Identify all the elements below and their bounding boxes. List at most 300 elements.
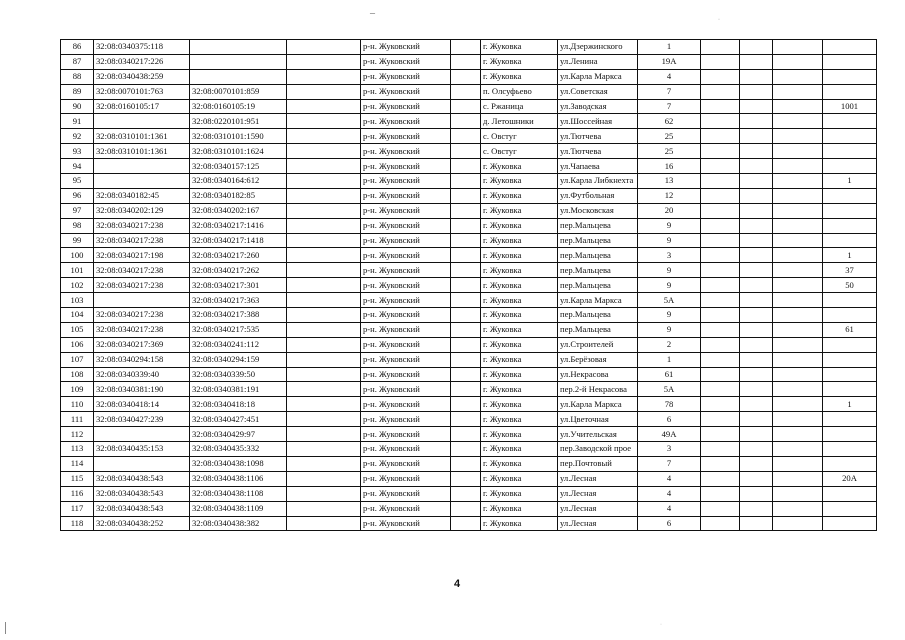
cadastral-number-cell [94,174,190,189]
apartment-number-cell [823,233,877,248]
building-cadastral-number-cell: 32:08:0340435:332 [190,442,287,457]
empty-cell [287,278,361,293]
empty-cell [287,263,361,278]
empty-cell [773,114,823,129]
house-number-cell: 7 [638,456,701,471]
empty-cell [740,159,773,174]
empty-cell [740,471,773,486]
locality-cell: с. Овстуг [481,129,558,144]
empty-cell [773,397,823,412]
table-row [61,412,877,427]
locality-cell: с. Овстуг [481,144,558,159]
district-cell: р-н. Жуковский [361,308,451,323]
empty-cell [451,456,481,471]
street-cell: пер.Мальцева [558,308,638,323]
locality-cell: д. Летошники [481,114,558,129]
row-number-cell: 118 [61,516,94,531]
empty-cell [287,456,361,471]
empty-cell [701,40,740,55]
building-cadastral-number-cell: 32:08:0340429:97 [190,427,287,442]
empty-cell [773,69,823,84]
empty-cell [773,456,823,471]
empty-cell [701,352,740,367]
district-cell: р-н. Жуковский [361,442,451,457]
empty-cell [451,159,481,174]
row-number-cell: 92 [61,129,94,144]
empty-cell [287,427,361,442]
empty-cell [287,84,361,99]
district-cell: р-н. Жуковский [361,427,451,442]
locality-cell: г. Жуковка [481,293,558,308]
street-cell: ул.Карла Либкнехта [558,174,638,189]
empty-cell [701,471,740,486]
empty-cell [740,442,773,457]
street-cell: ул.Карла Маркса [558,397,638,412]
street-cell: ул.Карла Маркса [558,293,638,308]
street-cell: ул.Советская [558,84,638,99]
empty-cell [451,263,481,278]
locality-cell: г. Жуковка [481,352,558,367]
table-row [61,382,877,397]
house-number-cell: 19А [638,54,701,69]
district-cell: р-н. Жуковский [361,382,451,397]
empty-cell [701,99,740,114]
empty-cell [287,293,361,308]
empty-cell [740,367,773,382]
street-cell: ул.Лесная [558,471,638,486]
row-number-cell: 112 [61,427,94,442]
table-row [61,367,877,382]
building-cadastral-number-cell: 32:08:0340217:1416 [190,218,287,233]
building-cadastral-number-cell: 32:08:0340157:125 [190,159,287,174]
apartment-number-cell [823,114,877,129]
house-number-cell: 7 [638,99,701,114]
house-number-cell: 9 [638,233,701,248]
scan-edge-mark [5,622,6,634]
building-cadastral-number-cell: 32:08:0340438:1106 [190,471,287,486]
street-cell: пер.Мальцева [558,322,638,337]
district-cell: р-н. Жуковский [361,486,451,501]
empty-cell [701,188,740,203]
row-number-cell: 109 [61,382,94,397]
row-number-cell: 89 [61,84,94,99]
empty-cell [701,486,740,501]
empty-cell [773,278,823,293]
empty-cell [740,501,773,516]
apartment-number-cell: 50 [823,278,877,293]
empty-cell [773,129,823,144]
table-row [61,174,877,189]
empty-cell [451,308,481,323]
empty-cell [740,69,773,84]
apartment-number-cell [823,442,877,457]
street-cell: пер.Мальцева [558,248,638,263]
cadastral-number-cell: 32:08:0340375:118 [94,40,190,55]
building-cadastral-number-cell: 32:08:0160105:19 [190,99,287,114]
district-cell: р-н. Жуковский [361,367,451,382]
table-row [61,203,877,218]
empty-cell [287,322,361,337]
row-number-cell: 90 [61,99,94,114]
row-number-cell: 101 [61,263,94,278]
building-cadastral-number-cell: 32:08:0340438:1108 [190,486,287,501]
empty-cell [701,114,740,129]
building-cadastral-number-cell: 32:08:0310101:1624 [190,144,287,159]
locality-cell: г. Жуковка [481,471,558,486]
empty-cell [773,263,823,278]
empty-cell [740,382,773,397]
empty-cell [701,367,740,382]
house-number-cell: 9 [638,218,701,233]
table-row [61,427,877,442]
locality-cell: г. Жуковка [481,486,558,501]
district-cell: р-н. Жуковский [361,203,451,218]
building-cadastral-number-cell: 32:08:0340164:612 [190,174,287,189]
table-row [61,278,877,293]
empty-cell [701,456,740,471]
street-cell: ул.Лесная [558,516,638,531]
empty-cell [740,40,773,55]
district-cell: р-н. Жуковский [361,84,451,99]
building-cadastral-number-cell: 32:08:0340217:388 [190,308,287,323]
apartment-number-cell: 1 [823,248,877,263]
empty-cell [701,233,740,248]
empty-cell [287,412,361,427]
apartment-number-cell [823,159,877,174]
cadastral-number-cell: 32:08:0070101:763 [94,84,190,99]
street-cell: пер.Мальцева [558,263,638,278]
empty-cell [701,144,740,159]
empty-cell [287,516,361,531]
empty-cell [701,427,740,442]
street-cell: ул.Строителей [558,337,638,352]
apartment-number-cell [823,516,877,531]
row-number-cell: 91 [61,114,94,129]
cadastral-number-cell: 32:08:0310101:1361 [94,129,190,144]
building-cadastral-number-cell: 32:08:0340217:262 [190,263,287,278]
empty-cell [451,501,481,516]
empty-cell [451,397,481,412]
district-cell: р-н. Жуковский [361,114,451,129]
locality-cell: г. Жуковка [481,367,558,382]
house-number-cell: 4 [638,501,701,516]
row-number-cell: 88 [61,69,94,84]
empty-cell [701,129,740,144]
table-row [61,352,877,367]
house-number-cell: 62 [638,114,701,129]
empty-cell [701,218,740,233]
row-number-cell: 98 [61,218,94,233]
apartment-number-cell: 1 [823,397,877,412]
district-cell: р-н. Жуковский [361,129,451,144]
table-row [61,456,877,471]
empty-cell [701,322,740,337]
empty-cell [451,99,481,114]
empty-cell [701,397,740,412]
street-cell: ул.Московская [558,203,638,218]
apartment-number-cell [823,486,877,501]
locality-cell: г. Жуковка [481,69,558,84]
scan-speck: · [718,17,720,23]
house-number-cell: 9 [638,322,701,337]
house-number-cell: 49А [638,427,701,442]
empty-cell [773,427,823,442]
header-mark: – [370,8,375,19]
empty-cell [451,367,481,382]
empty-cell [287,352,361,367]
empty-cell [740,278,773,293]
house-number-cell: 13 [638,174,701,189]
locality-cell: с. Ржаница [481,99,558,114]
empty-cell [287,69,361,84]
row-number-cell: 99 [61,233,94,248]
empty-cell [740,248,773,263]
empty-cell [740,397,773,412]
empty-cell [287,188,361,203]
empty-cell [701,54,740,69]
house-number-cell: 9 [638,278,701,293]
district-cell: р-н. Жуковский [361,218,451,233]
locality-cell: г. Жуковка [481,456,558,471]
cadastral-number-cell [94,427,190,442]
empty-cell [773,159,823,174]
empty-cell [701,69,740,84]
cadastral-number-cell: 32:08:0340438:543 [94,471,190,486]
apartment-number-cell [823,69,877,84]
empty-cell [740,352,773,367]
empty-cell [740,54,773,69]
cadastral-number-cell [94,456,190,471]
district-cell: р-н. Жуковский [361,337,451,352]
district-cell: р-н. Жуковский [361,397,451,412]
empty-cell [451,516,481,531]
locality-cell: г. Жуковка [481,516,558,531]
empty-cell [701,516,740,531]
empty-cell [773,337,823,352]
empty-cell [701,442,740,457]
house-number-cell: 5А [638,293,701,308]
empty-cell [773,293,823,308]
empty-cell [740,188,773,203]
empty-cell [287,471,361,486]
row-number-cell: 96 [61,188,94,203]
table-row [61,159,877,174]
row-number-cell: 113 [61,442,94,457]
cadastral-number-cell: 32:08:0340217:238 [94,218,190,233]
apartment-number-cell [823,337,877,352]
locality-cell: г. Жуковка [481,278,558,293]
empty-cell [701,263,740,278]
empty-cell [773,233,823,248]
apartment-number-cell: 1 [823,174,877,189]
apartment-number-cell [823,144,877,159]
building-cadastral-number-cell: 32:08:0340202:167 [190,203,287,218]
house-number-cell: 25 [638,129,701,144]
empty-cell [451,293,481,308]
cadastral-number-cell: 32:08:0340217:238 [94,233,190,248]
district-cell: р-н. Жуковский [361,263,451,278]
row-number-cell: 114 [61,456,94,471]
table-row [61,322,877,337]
empty-cell [451,427,481,442]
cadastral-number-cell: 32:08:0340217:238 [94,278,190,293]
locality-cell: г. Жуковка [481,382,558,397]
table-row [61,84,877,99]
cadastral-number-cell: 32:08:0340182:45 [94,188,190,203]
building-cadastral-number-cell: 32:08:0340438:1098 [190,456,287,471]
table-body [61,40,877,531]
registry-table [60,39,877,531]
empty-cell [287,218,361,233]
street-cell: ул.Учительская [558,427,638,442]
empty-cell [773,367,823,382]
building-cadastral-number-cell: 32:08:0340438:1109 [190,501,287,516]
empty-cell [287,40,361,55]
empty-cell [451,218,481,233]
locality-cell: г. Жуковка [481,501,558,516]
street-cell: ул.Чапаева [558,159,638,174]
street-cell: пер.Мальцева [558,218,638,233]
empty-cell [701,174,740,189]
locality-cell: г. Жуковка [481,308,558,323]
house-number-cell: 12 [638,188,701,203]
page-number: 4 [454,578,461,590]
house-number-cell: 1 [638,352,701,367]
row-number-cell: 110 [61,397,94,412]
district-cell: р-н. Жуковский [361,456,451,471]
cadastral-number-cell: 32:08:0340418:14 [94,397,190,412]
apartment-number-cell [823,412,877,427]
street-cell: пер.2-й Некрасова [558,382,638,397]
house-number-cell: 6 [638,412,701,427]
apartment-number-cell [823,352,877,367]
cadastral-number-cell: 32:08:0340435:153 [94,442,190,457]
table-row [61,471,877,486]
empty-cell [740,129,773,144]
house-number-cell: 3 [638,442,701,457]
apartment-number-cell: 20А [823,471,877,486]
table-row [61,442,877,457]
empty-cell [773,442,823,457]
empty-cell [451,233,481,248]
locality-cell: г. Жуковка [481,397,558,412]
row-number-cell: 104 [61,308,94,323]
empty-cell [451,278,481,293]
empty-cell [287,129,361,144]
apartment-number-cell [823,84,877,99]
building-cadastral-number-cell: 32:08:0340418:18 [190,397,287,412]
street-cell: пер.Заводской прое [558,442,638,457]
cadastral-number-cell: 32:08:0340381:190 [94,382,190,397]
house-number-cell: 9 [638,263,701,278]
empty-cell [701,203,740,218]
empty-cell [701,308,740,323]
district-cell: р-н. Жуковский [361,40,451,55]
row-number-cell: 93 [61,144,94,159]
street-cell: ул.Тютчева [558,129,638,144]
table-row [61,218,877,233]
empty-cell [740,84,773,99]
empty-cell [287,159,361,174]
building-cadastral-number-cell: 32:08:0340339:50 [190,367,287,382]
house-number-cell: 2 [638,337,701,352]
house-number-cell: 20 [638,203,701,218]
house-number-cell: 61 [638,367,701,382]
empty-cell [287,144,361,159]
empty-cell [287,54,361,69]
row-number-cell: 105 [61,322,94,337]
empty-cell [451,337,481,352]
locality-cell: г. Жуковка [481,203,558,218]
table-row [61,233,877,248]
empty-cell [740,293,773,308]
street-cell: ул.Заводская [558,99,638,114]
empty-cell [451,144,481,159]
building-cadastral-number-cell: 32:08:0220101:951 [190,114,287,129]
empty-cell [287,367,361,382]
apartment-number-cell [823,456,877,471]
district-cell: р-н. Жуковский [361,188,451,203]
house-number-cell: 16 [638,159,701,174]
empty-cell [773,248,823,263]
empty-cell [740,263,773,278]
empty-cell [773,174,823,189]
apartment-number-cell: 61 [823,322,877,337]
locality-cell: г. Жуковка [481,412,558,427]
table-row [61,293,877,308]
empty-cell [451,40,481,55]
empty-cell [773,54,823,69]
house-number-cell: 78 [638,397,701,412]
empty-cell [773,308,823,323]
table-row [61,501,877,516]
house-number-cell: 7 [638,84,701,99]
row-number-cell: 117 [61,501,94,516]
empty-cell [773,501,823,516]
empty-cell [451,248,481,263]
house-number-cell: 4 [638,69,701,84]
empty-cell [287,382,361,397]
empty-cell [773,203,823,218]
empty-cell [773,516,823,531]
row-number-cell: 86 [61,40,94,55]
apartment-number-cell [823,40,877,55]
house-number-cell: 4 [638,471,701,486]
street-cell: ул.Лесная [558,501,638,516]
locality-cell: г. Жуковка [481,427,558,442]
building-cadastral-number-cell: 32:08:0340241:112 [190,337,287,352]
empty-cell [773,412,823,427]
table-row [61,308,877,323]
cadastral-number-cell: 32:08:0340427:239 [94,412,190,427]
street-cell: ул.Лесная [558,486,638,501]
locality-cell: г. Жуковка [481,263,558,278]
empty-cell [287,203,361,218]
table-row [61,40,877,55]
empty-cell [287,114,361,129]
district-cell: р-н. Жуковский [361,233,451,248]
district-cell: р-н. Жуковский [361,278,451,293]
cadastral-number-cell: 32:08:0340217:238 [94,322,190,337]
house-number-cell: 1 [638,40,701,55]
district-cell: р-н. Жуковский [361,412,451,427]
empty-cell [701,337,740,352]
building-cadastral-number-cell: 32:08:0340182:85 [190,188,287,203]
building-cadastral-number-cell: 32:08:0340217:260 [190,248,287,263]
empty-cell [451,322,481,337]
apartment-number-cell [823,308,877,323]
district-cell: р-н. Жуковский [361,248,451,263]
